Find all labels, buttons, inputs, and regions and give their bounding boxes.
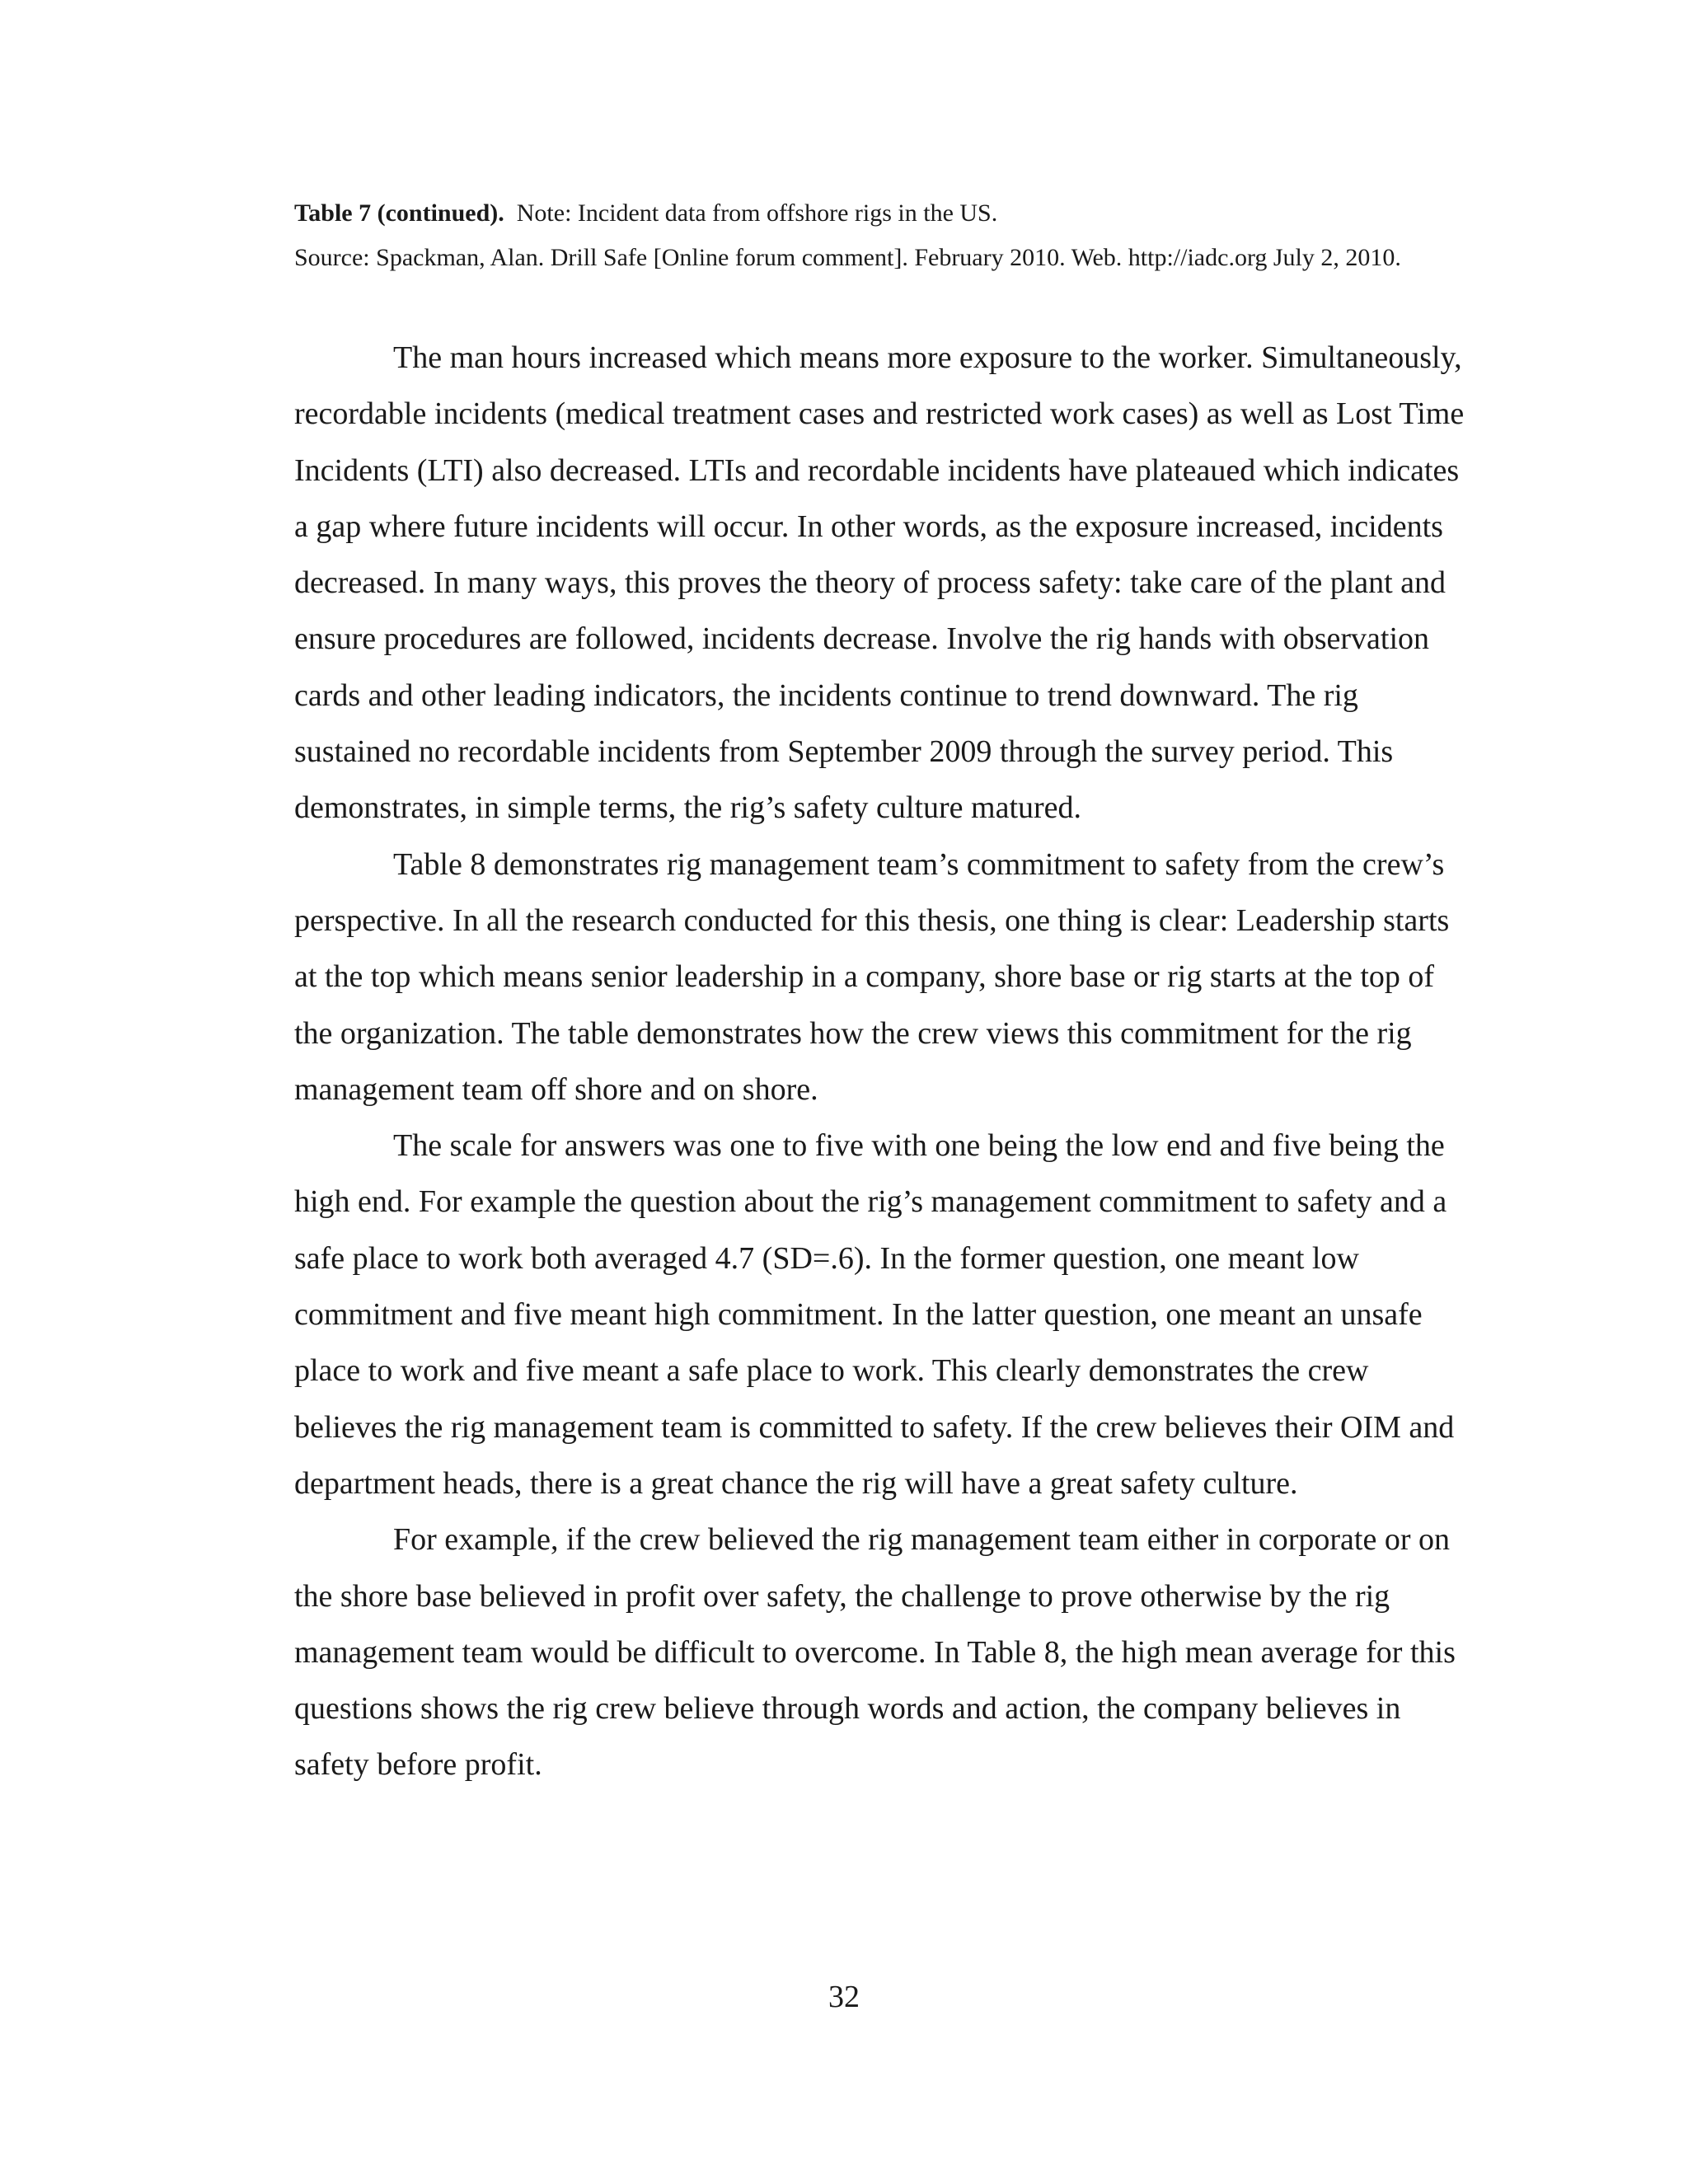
- table-source: Source: Spackman, Alan. Drill Safe [Online forum comment]. February 2010. Web. http://iadc.org July 2, 2010.: [294, 244, 1401, 271]
- caption-note-line: [294, 191, 1465, 236]
- paragraph-3: The scale for answers was one to five with one being the low end and five being the high end. For example the question about the rig’s management commitment to safety and a safe place to work both averaged 4.7 (SD=.6). In the former question, one meant low commitment and five meant high commitment. In the latter question, one meant an unsafe place to work and five meant a safe place to work. This clearly demonstrates the crew believes the rig management team is committed to safety. If the crew believes their OIM and department heads, there is a great chance the rig will have a great safety culture.: [294, 1128, 1455, 1501]
- body-text: [294, 330, 1465, 1793]
- table-note: Note: Incident data from offshore rigs in the US.: [516, 199, 998, 227]
- paragraph-2: Table 8 demonstrates rig management team’s commitment to safety from the crew’s perspective. In all the research conducted for this thesis, one thing is clear: Leadership starts at the top which means senior leadership in a company, shore base or rig starts at the top of the organization. The table demonstrates how the crew views this commitment for the rig management team off shore and on shore.: [294, 846, 1450, 1107]
- paragraph-4: For example, if the crew believed the rig management team either in corporate or on the shore base believed in profit over safety, the challenge to prove otherwise by the rig management team would be difficult to overcome. In Table 8, the high mean average for this questions shows the rig crew believe through words and action, the company believes in safety before profit.: [294, 1522, 1456, 1783]
- page-number: 32: [828, 1980, 860, 2014]
- table-caption: [294, 191, 1465, 280]
- table-label: Table 7 (continued).: [294, 199, 504, 227]
- paragraph-1: The man hours increased which means more exposure to the worker. Simultaneously, recordable incidents (medical treatment cases and restricted work cases) as well as Lost Time Incidents (LTI) also decreased. LTIs and recordable incidents have plateaued which indicates a gap where future incidents will occur. In other words, as the exposure increased, incidents decreased. In many ways, this proves the theory of process safety: take care of the plant and ensure procedures are followed, incidents decrease. Involve the rig hands with observation cards and other leading indicators, the incidents continue to trend downward. The rig sustained no recordable incidents from September 2009 through the survey period. This demonstrates, in simple terms, the rig’s safety culture matured.: [294, 340, 1465, 826]
